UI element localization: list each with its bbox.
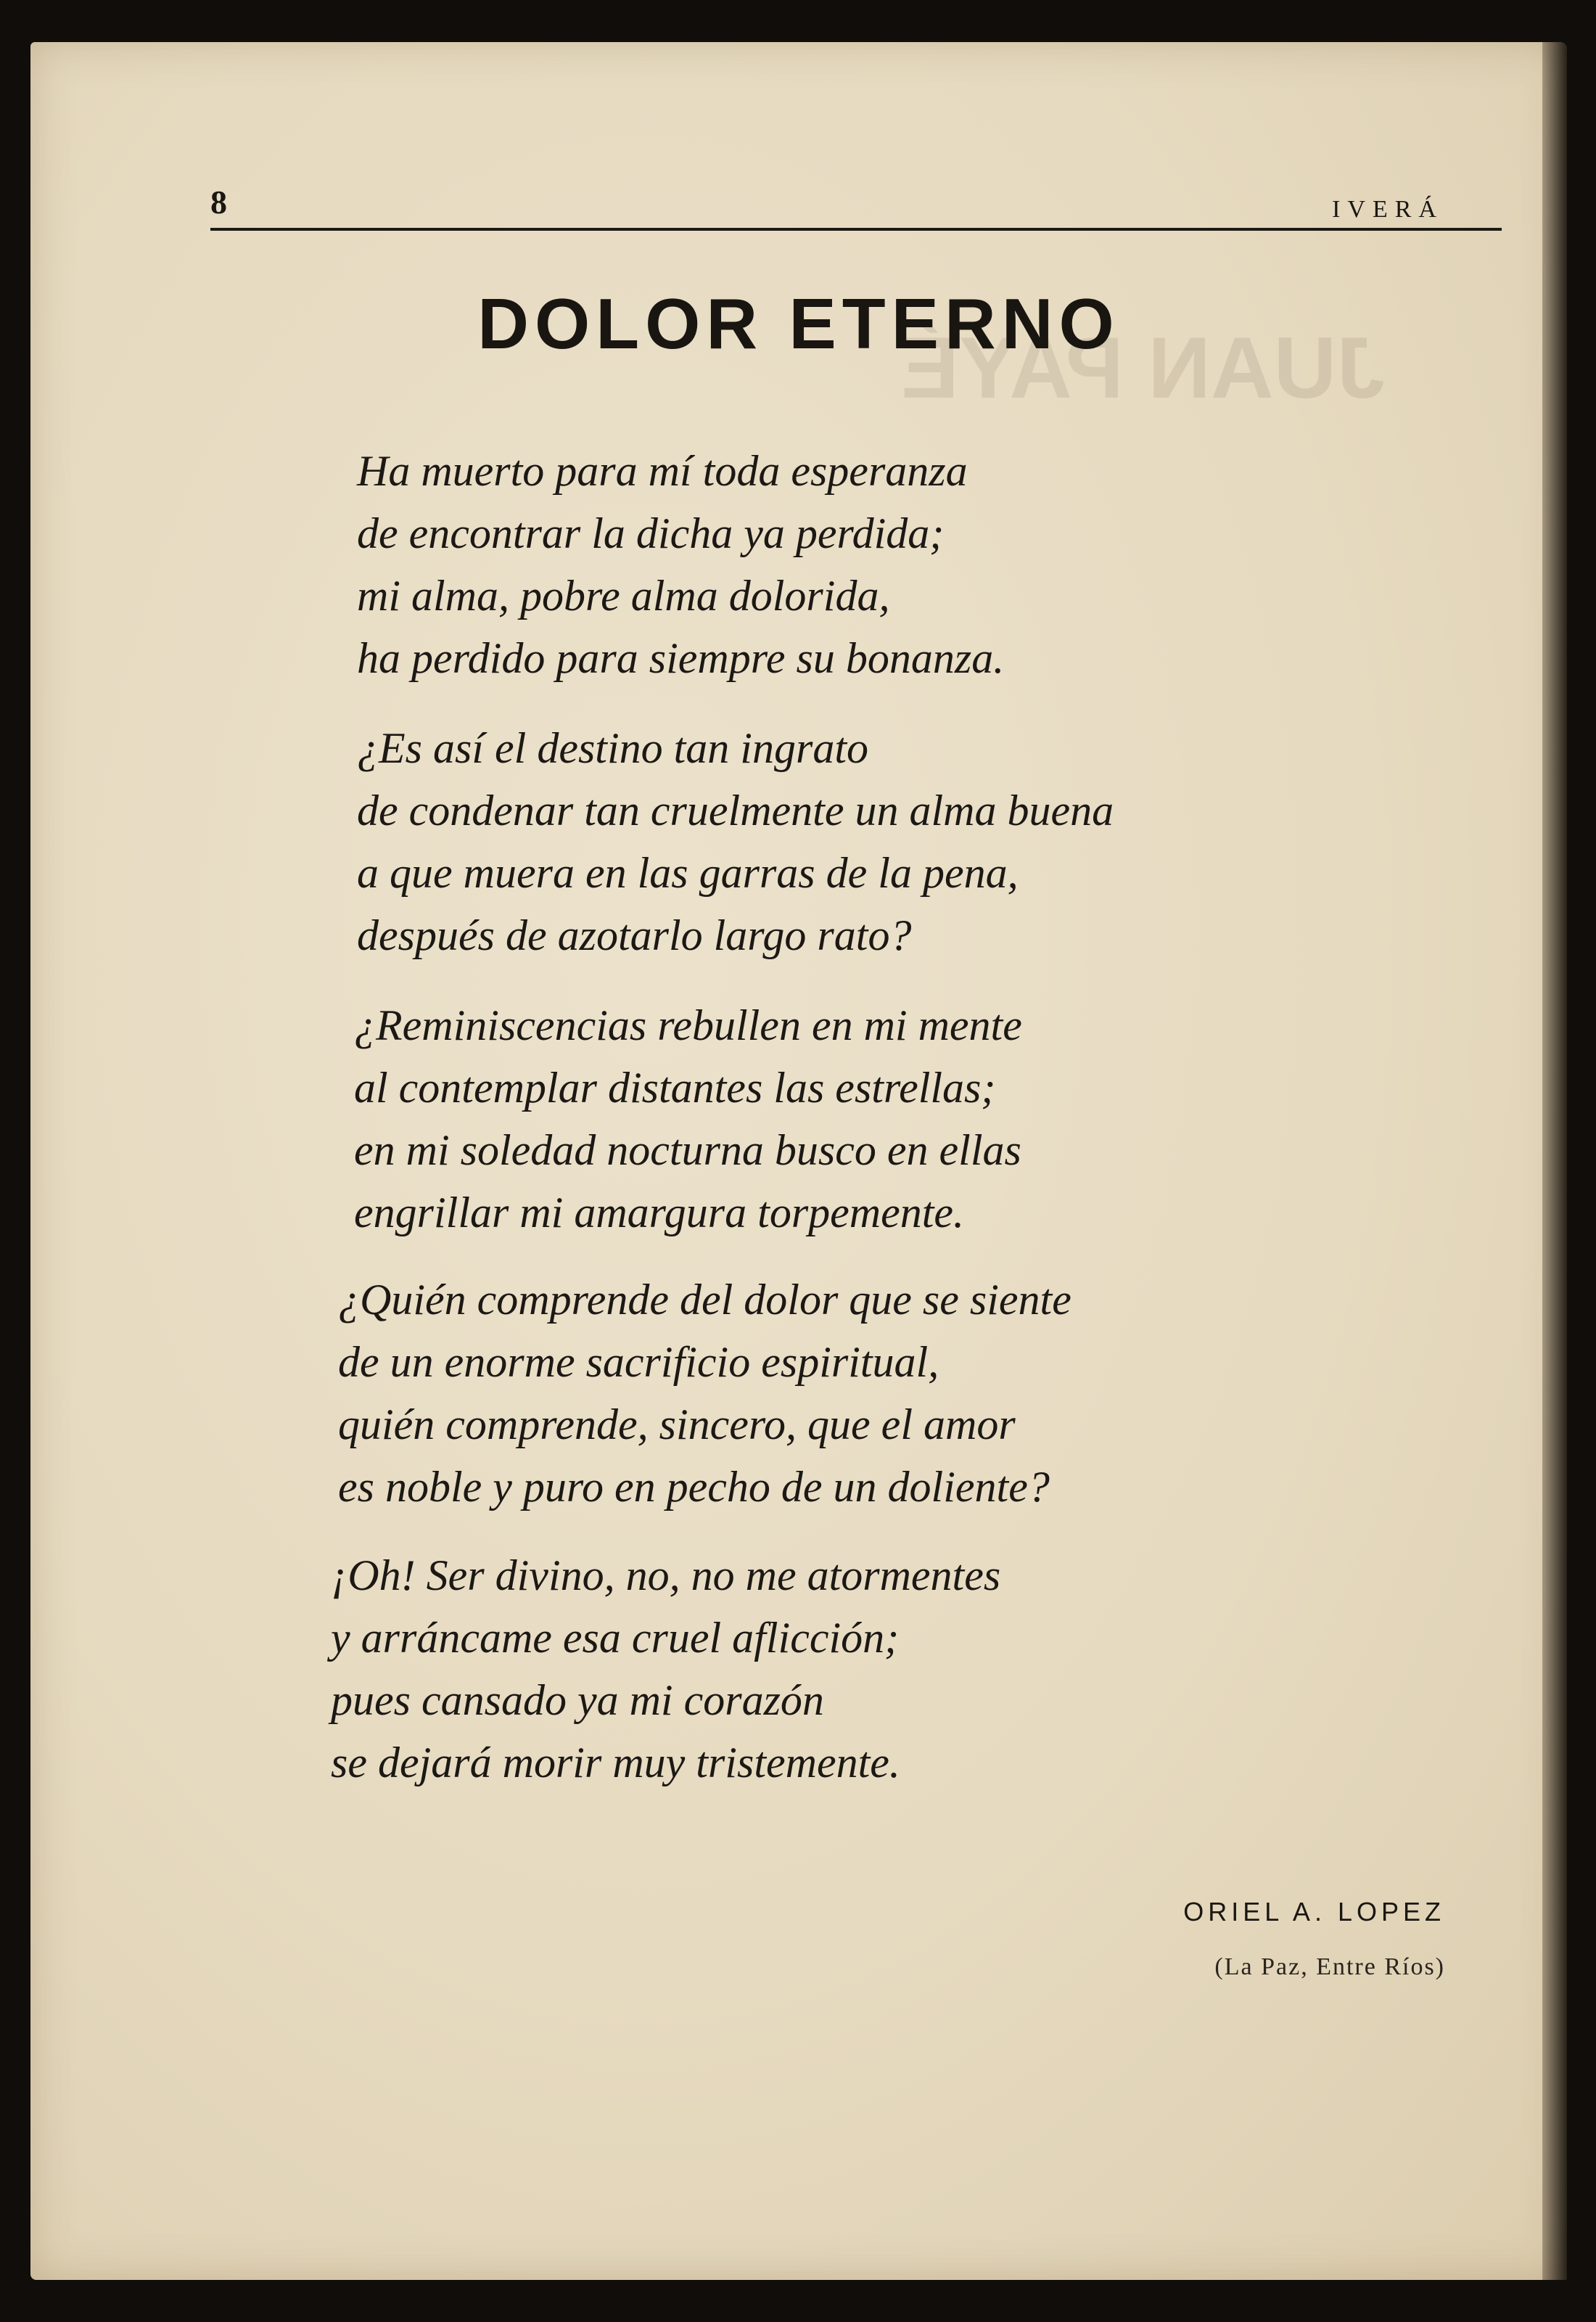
page-spine-shadow bbox=[1542, 42, 1567, 2280]
verse-line: pues cansado ya mi corazón bbox=[331, 1676, 824, 1724]
stanza-3 bbox=[354, 994, 1022, 1244]
book-page bbox=[30, 42, 1567, 2280]
stanza-1 bbox=[357, 440, 1004, 689]
author-location: (La Paz, Entre Ríos) bbox=[1214, 1953, 1445, 1980]
verse-line: de condenar tan cruelmente un alma buena bbox=[357, 787, 1114, 834]
running-title: IVERÁ bbox=[1332, 196, 1444, 223]
verse-line: y arráncame esa cruel aflicción; bbox=[331, 1614, 900, 1662]
stanza-2 bbox=[357, 717, 1114, 967]
page-number: 8 bbox=[210, 184, 227, 221]
verse-line: en mi soledad nocturna busco en ellas bbox=[354, 1126, 1021, 1174]
verse-line: después de azotarlo largo rato? bbox=[357, 911, 912, 959]
verse-line: se dejará morir muy tristemente. bbox=[331, 1739, 900, 1786]
verse-line: mi alma, pobre alma dolorida, bbox=[357, 572, 890, 620]
stanza-4 bbox=[338, 1268, 1071, 1518]
verse-line: de un enorme sacrificio espiritual, bbox=[338, 1338, 939, 1386]
author-name: ORIEL A. LOPEZ bbox=[1183, 1897, 1445, 1927]
poem-title: DOLOR ETERNO bbox=[477, 284, 1120, 364]
header-rule bbox=[210, 228, 1502, 231]
verse-line: Ha muerto para mí toda esperanza bbox=[357, 447, 968, 495]
verse-line: a que muera en las garras de la pena, bbox=[357, 849, 1019, 897]
verse-line: de encontrar la dicha ya perdida; bbox=[357, 509, 945, 557]
verse-line: es noble y puro en pecho de un doliente? bbox=[338, 1463, 1050, 1511]
verse-line: al contemplar distantes las estrellas; bbox=[354, 1064, 996, 1112]
bleed-through-heading: JUAN PAYÉ bbox=[901, 319, 1385, 417]
verse-line: ¿Es así el destino tan ingrato bbox=[357, 724, 868, 772]
verse-line: quién comprende, sincero, que el amor bbox=[338, 1400, 1016, 1448]
verse-line: engrillar mi amargura torpemente. bbox=[354, 1189, 965, 1236]
verse-line: ¿Reminiscencias rebullen en mi mente bbox=[354, 1001, 1022, 1049]
stanza-5 bbox=[331, 1544, 1000, 1794]
verse-line: ¿Quién comprende del dolor que se siente bbox=[338, 1276, 1071, 1324]
verse-line: ha perdido para siempre su bonanza. bbox=[357, 634, 1005, 682]
verse-line: ¡Oh! Ser divino, no, no me atormentes bbox=[331, 1551, 1001, 1599]
